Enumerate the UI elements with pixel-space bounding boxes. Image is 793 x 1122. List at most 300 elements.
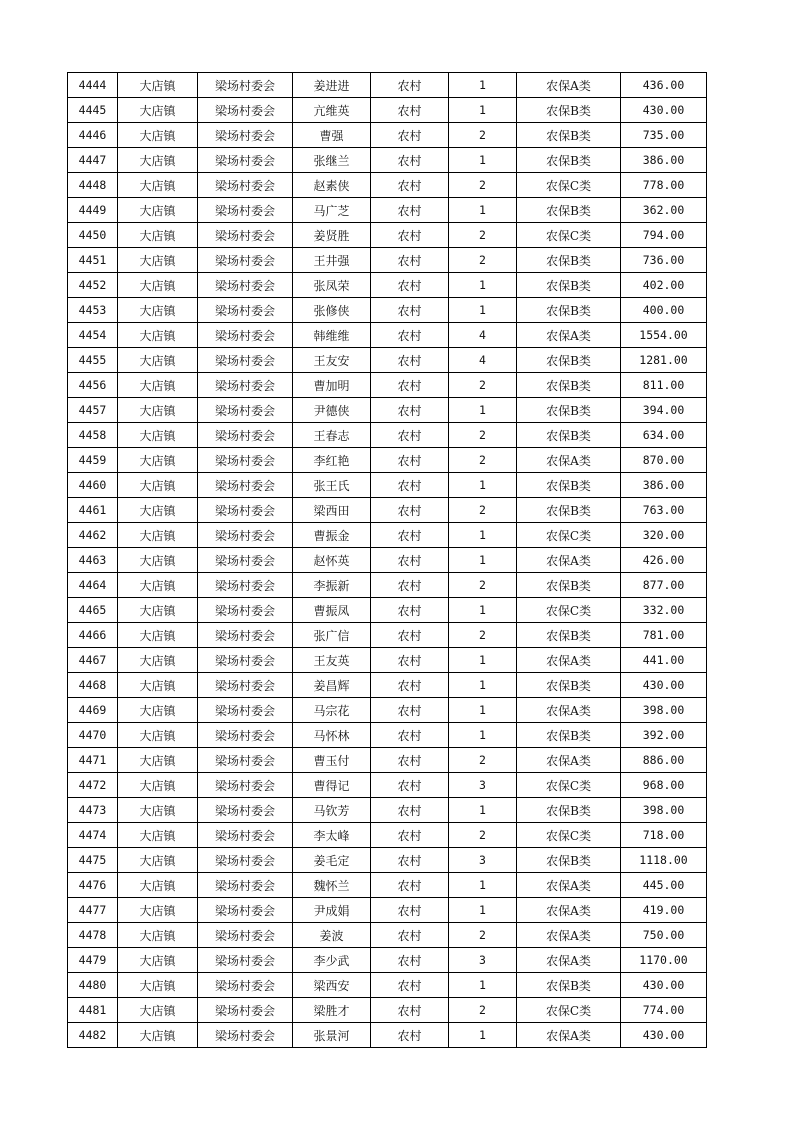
table-row [68,473,707,498]
cell-township: 大店镇 [118,348,198,373]
cell-amount: 398.00 [621,698,707,723]
cell-amount: 968.00 [621,773,707,798]
cell-amount: 870.00 [621,448,707,473]
cell-record-number: 4471 [68,748,118,773]
cell-village-committee: 梁场村委会 [198,748,293,773]
cell-amount: 1118.00 [621,848,707,873]
cell-village-committee: 梁场村委会 [198,273,293,298]
cell-village-committee: 梁场村委会 [198,623,293,648]
cell-insurance-class: 农保B类 [517,273,621,298]
cell-village-committee: 梁场村委会 [198,373,293,398]
cell-amount: 320.00 [621,523,707,548]
cell-township: 大店镇 [118,648,198,673]
cell-record-number: 4469 [68,698,118,723]
cell-household-type: 农村 [371,673,449,698]
cell-insurance-class: 农保B类 [517,623,621,648]
cell-name: 姜昌辉 [293,673,371,698]
cell-village-committee: 梁场村委会 [198,73,293,98]
cell-amount: 430.00 [621,973,707,998]
cell-record-number: 4453 [68,298,118,323]
table-row [68,223,707,248]
cell-township: 大店镇 [118,473,198,498]
cell-record-number: 4455 [68,348,118,373]
cell-village-committee: 梁场村委会 [198,723,293,748]
cell-insurance-class: 农保A类 [517,548,621,573]
cell-record-number: 4460 [68,473,118,498]
cell-amount: 362.00 [621,198,707,223]
cell-record-number: 4479 [68,948,118,973]
cell-insurance-class: 农保B类 [517,798,621,823]
cell-record-number: 4462 [68,523,118,548]
cell-township: 大店镇 [118,723,198,748]
cell-insurance-class: 农保C类 [517,773,621,798]
cell-township: 大店镇 [118,1023,198,1048]
cell-insurance-class: 农保B类 [517,98,621,123]
cell-village-committee: 梁场村委会 [198,473,293,498]
cell-insurance-class: 农保A类 [517,748,621,773]
cell-township: 大店镇 [118,298,198,323]
cell-name: 李少武 [293,948,371,973]
cell-village-committee: 梁场村委会 [198,923,293,948]
table-row [68,423,707,448]
cell-record-number: 4444 [68,73,118,98]
cell-record-number: 4480 [68,973,118,998]
cell-member-count: 1 [449,98,517,123]
cell-village-committee: 梁场村委会 [198,848,293,873]
cell-member-count: 1 [449,273,517,298]
cell-record-number: 4474 [68,823,118,848]
cell-insurance-class: 农保B类 [517,148,621,173]
cell-record-number: 4482 [68,1023,118,1048]
cell-insurance-class: 农保C类 [517,998,621,1023]
cell-amount: 400.00 [621,298,707,323]
cell-amount: 426.00 [621,548,707,573]
cell-amount: 763.00 [621,498,707,523]
cell-insurance-class: 农保A类 [517,73,621,98]
cell-household-type: 农村 [371,223,449,248]
cell-insurance-class: 农保B类 [517,473,621,498]
cell-amount: 441.00 [621,648,707,673]
cell-name: 李红艳 [293,448,371,473]
cell-household-type: 农村 [371,773,449,798]
cell-insurance-class: 农保C类 [517,523,621,548]
cell-insurance-class: 农保B类 [517,973,621,998]
cell-township: 大店镇 [118,373,198,398]
table-row [68,998,707,1023]
cell-insurance-class: 农保B类 [517,298,621,323]
cell-village-committee: 梁场村委会 [198,1023,293,1048]
cell-insurance-class: 农保A类 [517,873,621,898]
cell-township: 大店镇 [118,448,198,473]
table-row [68,498,707,523]
cell-household-type: 农村 [371,748,449,773]
cell-record-number: 4450 [68,223,118,248]
cell-amount: 386.00 [621,473,707,498]
table-row [68,348,707,373]
table-row [68,123,707,148]
cell-member-count: 1 [449,198,517,223]
cell-amount: 398.00 [621,798,707,823]
table-row [68,148,707,173]
cell-member-count: 1 [449,648,517,673]
cell-township: 大店镇 [118,173,198,198]
table-row [68,98,707,123]
cell-record-number: 4464 [68,573,118,598]
table-row [68,748,707,773]
cell-village-committee: 梁场村委会 [198,548,293,573]
cell-member-count: 2 [449,423,517,448]
cell-member-count: 1 [449,873,517,898]
table-row [68,973,707,998]
cell-household-type: 农村 [371,398,449,423]
cell-insurance-class: 农保B类 [517,573,621,598]
cell-amount: 332.00 [621,598,707,623]
cell-village-committee: 梁场村委会 [198,498,293,523]
cell-name: 李太峰 [293,823,371,848]
cell-name: 曹振凤 [293,598,371,623]
cell-household-type: 农村 [371,348,449,373]
cell-name: 韩维维 [293,323,371,348]
cell-insurance-class: 农保B类 [517,723,621,748]
cell-household-type: 农村 [371,898,449,923]
cell-township: 大店镇 [118,73,198,98]
cell-village-committee: 梁场村委会 [198,348,293,373]
cell-member-count: 1 [449,723,517,748]
cell-township: 大店镇 [118,498,198,523]
cell-member-count: 2 [449,573,517,598]
cell-household-type: 农村 [371,998,449,1023]
cell-name: 梁西安 [293,973,371,998]
cell-record-number: 4448 [68,173,118,198]
cell-township: 大店镇 [118,923,198,948]
table-row [68,548,707,573]
cell-name: 赵素侠 [293,173,371,198]
table-row [68,898,707,923]
cell-insurance-class: 农保B类 [517,498,621,523]
table-row [68,598,707,623]
cell-insurance-class: 农保A类 [517,1023,621,1048]
cell-name: 曹玉付 [293,748,371,773]
cell-amount: 774.00 [621,998,707,1023]
cell-record-number: 4476 [68,873,118,898]
cell-name: 王友安 [293,348,371,373]
cell-amount: 392.00 [621,723,707,748]
cell-record-number: 4458 [68,423,118,448]
cell-name: 赵怀英 [293,548,371,573]
cell-member-count: 1 [449,298,517,323]
cell-village-committee: 梁场村委会 [198,98,293,123]
table-row [68,248,707,273]
cell-village-committee: 梁场村委会 [198,148,293,173]
cell-household-type: 农村 [371,598,449,623]
cell-insurance-class: 农保C类 [517,223,621,248]
cell-household-type: 农村 [371,723,449,748]
cell-name: 马怀林 [293,723,371,748]
cell-household-type: 农村 [371,923,449,948]
cell-amount: 430.00 [621,673,707,698]
cell-record-number: 4452 [68,273,118,298]
cell-household-type: 农村 [371,198,449,223]
cell-name: 尹德侠 [293,398,371,423]
cell-member-count: 4 [449,323,517,348]
cell-household-type: 农村 [371,873,449,898]
cell-member-count: 2 [449,223,517,248]
cell-name: 亢维英 [293,98,371,123]
cell-insurance-class: 农保B类 [517,198,621,223]
cell-name: 王友英 [293,648,371,673]
cell-member-count: 1 [449,698,517,723]
cell-member-count: 1 [449,148,517,173]
cell-amount: 736.00 [621,248,707,273]
cell-amount: 778.00 [621,173,707,198]
cell-name: 姜进进 [293,73,371,98]
cell-amount: 735.00 [621,123,707,148]
cell-township: 大店镇 [118,248,198,273]
cell-village-committee: 梁场村委会 [198,448,293,473]
cell-township: 大店镇 [118,698,198,723]
cell-insurance-class: 农保B类 [517,248,621,273]
cell-name: 王春志 [293,423,371,448]
cell-household-type: 农村 [371,973,449,998]
cell-village-committee: 梁场村委会 [198,223,293,248]
table-row [68,398,707,423]
table-row [68,798,707,823]
cell-insurance-class: 农保A类 [517,448,621,473]
cell-record-number: 4451 [68,248,118,273]
cell-household-type: 农村 [371,373,449,398]
cell-village-committee: 梁场村委会 [198,123,293,148]
benefit-record-table [67,72,707,1048]
cell-township: 大店镇 [118,673,198,698]
cell-household-type: 农村 [371,623,449,648]
cell-village-committee: 梁场村委会 [198,523,293,548]
cell-record-number: 4478 [68,923,118,948]
cell-village-committee: 梁场村委会 [198,398,293,423]
cell-insurance-class: 农保B类 [517,348,621,373]
cell-household-type: 农村 [371,473,449,498]
table-body [68,73,707,1048]
cell-member-count: 1 [449,673,517,698]
cell-record-number: 4445 [68,98,118,123]
table-row [68,1023,707,1048]
cell-insurance-class: 农保B类 [517,423,621,448]
cell-insurance-class: 农保A类 [517,923,621,948]
cell-member-count: 4 [449,348,517,373]
cell-member-count: 2 [449,173,517,198]
cell-village-committee: 梁场村委会 [198,573,293,598]
cell-household-type: 农村 [371,73,449,98]
cell-record-number: 4449 [68,198,118,223]
cell-member-count: 2 [449,923,517,948]
cell-amount: 781.00 [621,623,707,648]
cell-township: 大店镇 [118,98,198,123]
cell-member-count: 1 [449,1023,517,1048]
cell-record-number: 4456 [68,373,118,398]
cell-record-number: 4468 [68,673,118,698]
cell-amount: 1170.00 [621,948,707,973]
cell-insurance-class: 农保A类 [517,898,621,923]
cell-name: 张凤荣 [293,273,371,298]
cell-member-count: 1 [449,398,517,423]
cell-township: 大店镇 [118,573,198,598]
cell-village-committee: 梁场村委会 [198,248,293,273]
cell-amount: 402.00 [621,273,707,298]
cell-township: 大店镇 [118,748,198,773]
cell-name: 曹振金 [293,523,371,548]
cell-township: 大店镇 [118,423,198,448]
cell-insurance-class: 农保C类 [517,598,621,623]
cell-village-committee: 梁场村委会 [198,698,293,723]
cell-record-number: 4470 [68,723,118,748]
cell-amount: 877.00 [621,573,707,598]
cell-insurance-class: 农保A类 [517,323,621,348]
table-row [68,723,707,748]
cell-name: 姜毛定 [293,848,371,873]
cell-member-count: 1 [449,973,517,998]
cell-village-committee: 梁场村委会 [198,998,293,1023]
table-row [68,173,707,198]
table-row [68,648,707,673]
cell-household-type: 农村 [371,323,449,348]
cell-township: 大店镇 [118,123,198,148]
cell-record-number: 4467 [68,648,118,673]
cell-village-committee: 梁场村委会 [198,198,293,223]
cell-amount: 750.00 [621,923,707,948]
cell-household-type: 农村 [371,298,449,323]
cell-member-count: 2 [449,623,517,648]
cell-amount: 436.00 [621,73,707,98]
cell-member-count: 2 [449,123,517,148]
table-row [68,923,707,948]
cell-township: 大店镇 [118,198,198,223]
cell-township: 大店镇 [118,323,198,348]
cell-household-type: 农村 [371,698,449,723]
cell-household-type: 农村 [371,248,449,273]
cell-name: 曹得记 [293,773,371,798]
cell-township: 大店镇 [118,773,198,798]
cell-township: 大店镇 [118,273,198,298]
cell-household-type: 农村 [371,98,449,123]
table-row [68,948,707,973]
cell-township: 大店镇 [118,898,198,923]
cell-name: 曹加明 [293,373,371,398]
cell-name: 张景河 [293,1023,371,1048]
cell-insurance-class: 农保B类 [517,123,621,148]
cell-amount: 394.00 [621,398,707,423]
cell-household-type: 农村 [371,173,449,198]
cell-record-number: 4457 [68,398,118,423]
cell-record-number: 4477 [68,898,118,923]
cell-township: 大店镇 [118,848,198,873]
cell-name: 张王氏 [293,473,371,498]
cell-record-number: 4465 [68,598,118,623]
cell-household-type: 农村 [371,498,449,523]
table-row [68,523,707,548]
cell-record-number: 4473 [68,798,118,823]
cell-amount: 794.00 [621,223,707,248]
cell-name: 姜贤胜 [293,223,371,248]
cell-amount: 386.00 [621,148,707,173]
cell-name: 梁西田 [293,498,371,523]
table-row [68,298,707,323]
cell-insurance-class: 农保C类 [517,173,621,198]
cell-village-committee: 梁场村委会 [198,423,293,448]
table-row [68,698,707,723]
cell-insurance-class: 农保B类 [517,848,621,873]
cell-village-committee: 梁场村委会 [198,173,293,198]
cell-village-committee: 梁场村委会 [198,773,293,798]
cell-member-count: 1 [449,598,517,623]
table-row [68,273,707,298]
cell-record-number: 4446 [68,123,118,148]
cell-amount: 886.00 [621,748,707,773]
cell-member-count: 2 [449,373,517,398]
cell-record-number: 4447 [68,148,118,173]
cell-insurance-class: 农保B类 [517,373,621,398]
cell-township: 大店镇 [118,548,198,573]
cell-household-type: 农村 [371,123,449,148]
cell-insurance-class: 农保A类 [517,698,621,723]
cell-name: 梁胜才 [293,998,371,1023]
cell-insurance-class: 农保A类 [517,648,621,673]
cell-member-count: 3 [449,773,517,798]
cell-township: 大店镇 [118,598,198,623]
cell-village-committee: 梁场村委会 [198,898,293,923]
cell-member-count: 3 [449,948,517,973]
cell-member-count: 1 [449,898,517,923]
cell-member-count: 1 [449,523,517,548]
cell-township: 大店镇 [118,623,198,648]
cell-village-committee: 梁场村委会 [198,298,293,323]
table-row [68,873,707,898]
cell-village-committee: 梁场村委会 [198,823,293,848]
cell-township: 大店镇 [118,223,198,248]
cell-amount: 430.00 [621,98,707,123]
cell-name: 张继兰 [293,148,371,173]
cell-household-type: 农村 [371,548,449,573]
cell-household-type: 农村 [371,423,449,448]
cell-amount: 811.00 [621,373,707,398]
cell-name: 魏怀兰 [293,873,371,898]
cell-household-type: 农村 [371,848,449,873]
table-row [68,73,707,98]
cell-name: 马宗花 [293,698,371,723]
cell-township: 大店镇 [118,998,198,1023]
cell-name: 姜波 [293,923,371,948]
cell-member-count: 3 [449,848,517,873]
cell-record-number: 4454 [68,323,118,348]
cell-insurance-class: 农保A类 [517,948,621,973]
cell-township: 大店镇 [118,523,198,548]
cell-household-type: 农村 [371,648,449,673]
cell-name: 李振新 [293,573,371,598]
cell-name: 马钦芳 [293,798,371,823]
cell-township: 大店镇 [118,973,198,998]
cell-household-type: 农村 [371,948,449,973]
cell-record-number: 4463 [68,548,118,573]
cell-household-type: 农村 [371,273,449,298]
cell-amount: 430.00 [621,1023,707,1048]
cell-household-type: 农村 [371,448,449,473]
cell-name: 马广芝 [293,198,371,223]
table-row [68,573,707,598]
cell-household-type: 农村 [371,573,449,598]
cell-village-committee: 梁场村委会 [198,323,293,348]
cell-amount: 419.00 [621,898,707,923]
cell-household-type: 农村 [371,798,449,823]
cell-record-number: 4472 [68,773,118,798]
cell-name: 张广信 [293,623,371,648]
